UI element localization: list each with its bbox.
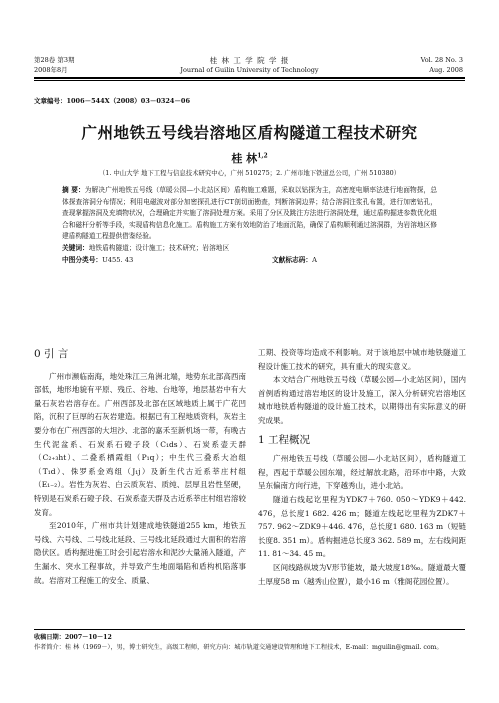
article-number: 文章编号：1006－544X（2008）03－0324－06 (34, 97, 190, 105)
doc-label: 文献标志码： (272, 255, 313, 264)
clc-label: 中图分类号： (62, 255, 103, 264)
doc-value: A (312, 255, 317, 264)
keywords (62, 243, 437, 255)
overview-paragraph-1: 广州地铁五号线（草暖公园—小北站区间），盾构隧道工程，西起于草暖公园东端，经过解放北路，沿环市中路，大致呈东偏南方向行进，下穿越秀山，进小北站。 (258, 454, 466, 491)
journal-name-cn: 桂 林 工 学 院 学 报 (209, 56, 290, 65)
abstract-label: 摘 要： (62, 186, 85, 194)
overview-paragraph-3: 区间线路纵坡为V形节能坡，最大坡度18‰。隧道最大覆土厚度58 m（越秀山位置），最小16 m（雅阁花园位置）。 (258, 562, 466, 586)
affiliation: （1. 中山大学 地下工程与信息技术研究中心，广州 510275；2. 广州市地下铁道总公司，广州 510380） (98, 169, 401, 177)
footnote (34, 633, 465, 652)
classification (62, 255, 437, 267)
header-rule-thin (34, 80, 465, 81)
author-affil-marks: 1,2 (257, 152, 268, 160)
intro-paragraph-2: 至2010年，广州市共计划建成地铁隧道255 km，地铁五号线、六号线、二号线北延段、三号线北延段通过大面积的岩溶隐伏区。盾构掘进施工时会引起岩溶水和泥沙大量涌入隧道，产生漏水、突水工程事故，并导致产生地面塌陷和盾构机陷落事故。岩溶对工程施工的安全、质量、 (34, 521, 246, 585)
right-column (258, 346, 466, 588)
keywords-text: 地铁盾构隧道；设计施工；技术研究；岩溶地区 (88, 243, 230, 252)
abstract (62, 185, 437, 243)
volume-info-cn: 第28卷 第3期 (34, 56, 75, 64)
paper-title: 广州地铁五号线岩溶地区盾构隧道工程技术研究 (81, 123, 418, 142)
volume-info-en: Vol. 28 No. 3 (420, 56, 463, 64)
intro-paragraph-4: 本文结合广州地铁五号线（草暖公园—小北站区间），国内首例盾构通过溶岩地区的设计及施工，深入分析研究岩溶地区城市地铁盾构隧道的设计施工技术，以期得出有实际意义的研究成果。 (258, 375, 466, 425)
footnote-rule (34, 629, 465, 630)
intro-paragraph-1: 广州市濒临南海，地处珠江三角洲北端，地势东北部高西南部低，地形地貌有平原、残丘、谷地、台地等，地层基岩中有大量石灰岩岩溶存在。广州西部及北部在区域地质上属于广花凹陷，沉积了巨厚的石灰岩建造。根据已有工程地质资料，灰岩主要分布在广州西部的大坦沙、北部的嘉禾至新机场一带，有晚古生代泥盆系、石炭系石磴子段（C₁ds）、石炭系壶天群（C₂₊₃ht）、二叠系栖霞组（P₁q）；中生代三叠系大冶组（T₁d）、侏罗系金鸡组（J₁j）及新生代古近系莘庄村组（E₁₋₂）。岩性为灰岩、白云质灰岩、质纯、层厚且岩性坚硬，特别是石炭系石磴子段、石炭系壶天群及古近系莘庄村组岩溶较发育。 (34, 371, 246, 517)
overview-paragraph-2: 隧道右线起讫里程为YDK7＋760. 050～YDK9＋442. 476，总长度1 682. 426 m；隧道左线起讫里程为ZDK7＋757. 962～ZDK9＋446. 476，总长度1 680. 163 m（短链长度8. 351 m）。盾构掘进总长度3 362. 589 m，左右线间距11. 81～34. 45 m。 (258, 494, 466, 559)
abstract-block (62, 185, 437, 266)
section-1-title: 1 工程概况 (258, 433, 311, 446)
author-bio: 作者简介：桂 林（1969－），男，博士研究生，高级工程师，研究方向：城市轨道交通建设管理和地下工程技术，E-mail：mguilin@gmail. com。 (34, 643, 443, 651)
left-column (34, 348, 246, 587)
section-0-title: 0 引 言 (34, 348, 69, 360)
date-en: Aug. 2008 (429, 66, 463, 74)
date-cn: 2008年8月 (34, 66, 68, 74)
received-date: 收稿日期：2007－10－12 (34, 634, 112, 641)
header-rule (34, 77, 465, 79)
journal-name-en: Journal of Guilin University of Technology (180, 66, 319, 74)
intro-paragraph-3: 工期、投资等均造成不利影响。对于该地层中城市地铁隧道工程设计施工技术的研究，具有重大的现实意义。 (258, 348, 466, 371)
abstract-text: 为解决广州地铁五号线（草暖公园—小北站区间）盾构施工难题，采取以钻探为主，高密度电顺率法进行地面物探，总体探查溶洞分布情况；利用电磁波对部分加密探孔进行CT剖切面勘查，判断溶洞边界；结合溶洞注浆孔布置，进行加密钻孔，查现掌握溶洞及充填物状况，合理确定并实施了溶洞处理方案。采用了分区及跳注方法进行溶洞处理，通过盾构掘进参数优化组合和磁杆分析等手段，实现盾构信息化施工。盾构施工方案有效地防治了地面沉陷，确保了盾构顺利通过溶洞群，为岩溶地区修建盾构隧道工程提供借鉴经验。 (62, 186, 438, 241)
doc-code (272, 255, 317, 267)
clc-code: U455. 43 (102, 255, 134, 264)
author (0, 150, 499, 166)
author-name: 桂 林 (231, 152, 258, 165)
keywords-label: 关键词： (62, 243, 89, 252)
